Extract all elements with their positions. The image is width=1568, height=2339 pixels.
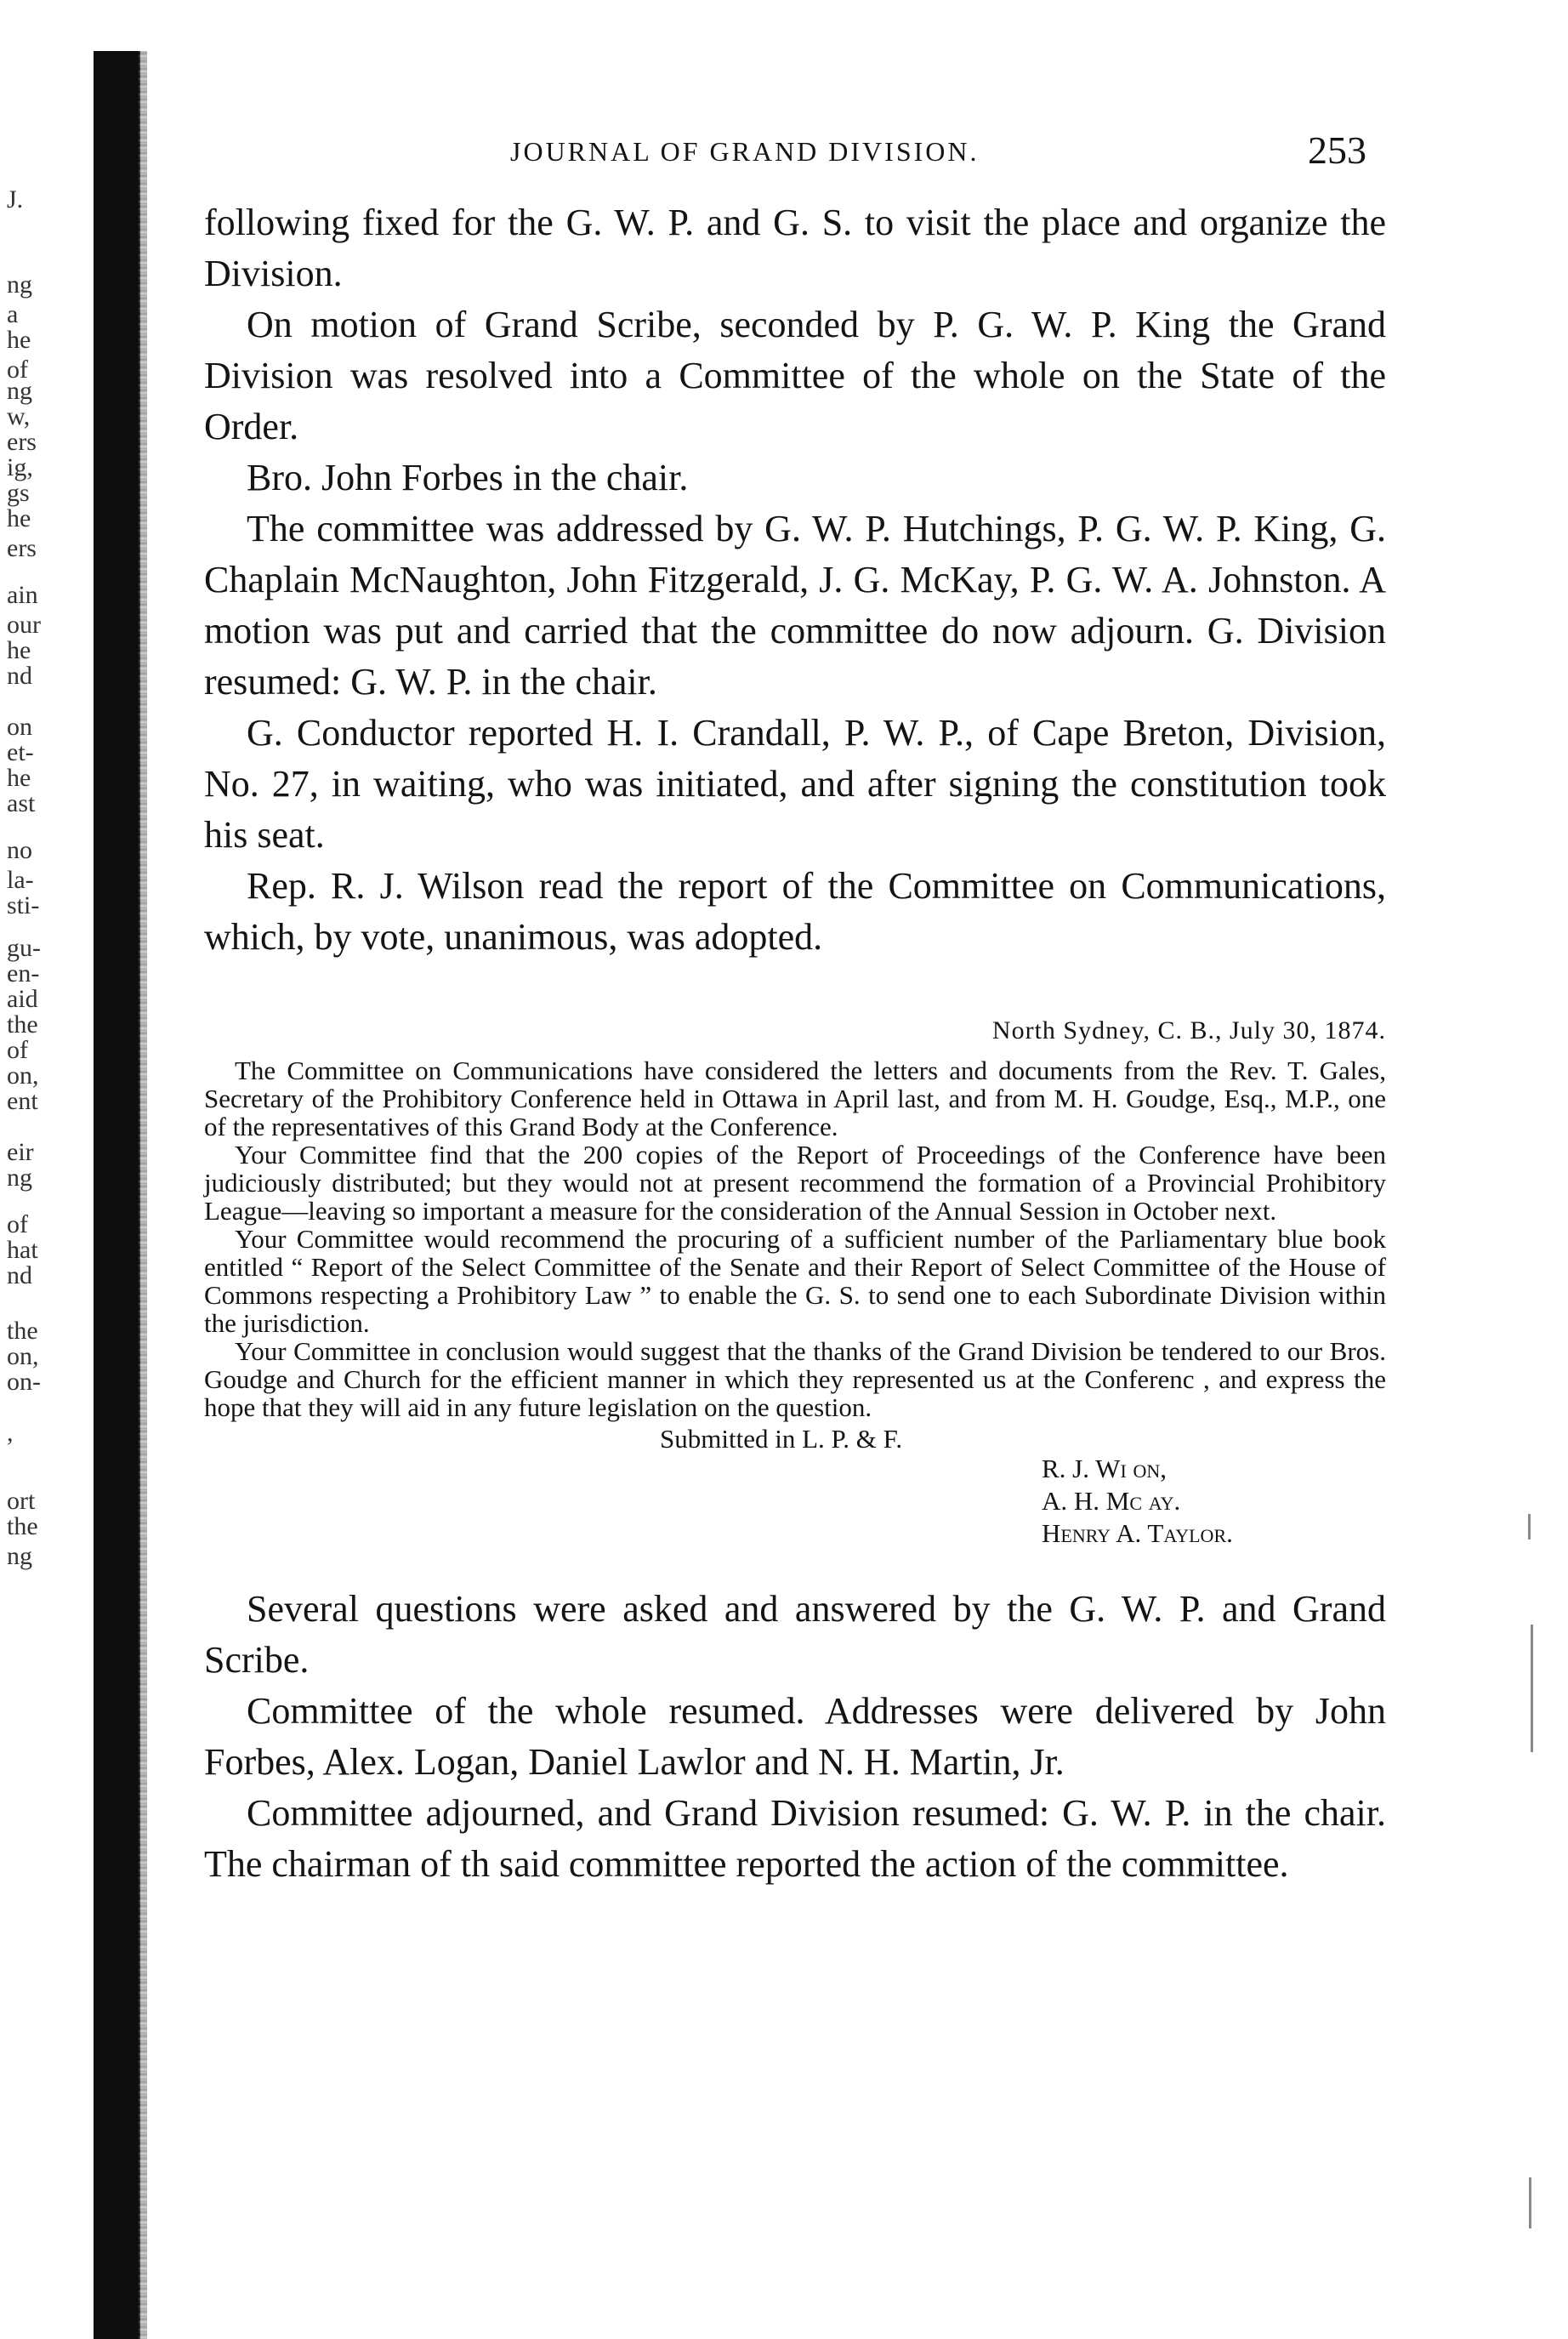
margin-fragment: en- — [7, 959, 40, 987]
signatory: R. J. Wi on, — [1042, 1454, 1167, 1483]
margin-fragment: he — [7, 636, 31, 664]
paragraph: Committee adjourned, and Grand Division resumed: G. W. P. in the chair. The chairman of th said committee reported the action of the committee. — [204, 1792, 1386, 1885]
signatory: A. H. Mc ay. — [1042, 1486, 1181, 1516]
report-paragraph: Your Committee would recommend the procuring of a sufficient number of the Parliamentary blue book entitled “ Report of the Select Committee of the Senate and their Report of Select Committee of the House of Commons respecting a Prohibitory Law ” to enable the G. S. to send one to each Subordinate Division within the jurisdiction. — [204, 1224, 1386, 1338]
edge-mark — [1531, 1625, 1533, 1752]
margin-fragment: our — [7, 611, 41, 639]
margin-fragment: ng — [7, 1542, 32, 1570]
margin-fragment: ort — [7, 1487, 36, 1515]
margin-fragment: of — [7, 1210, 28, 1238]
margin-fragment: nd — [7, 662, 32, 690]
margin-fragment: et- — [7, 738, 34, 766]
margin-fragment: eir — [7, 1138, 34, 1166]
margin-fragment: gs — [7, 479, 30, 507]
margin-fragment: ng — [7, 377, 32, 405]
margin-fragment: he — [7, 764, 31, 792]
binding-gutter — [94, 51, 140, 2339]
paragraph: Bro. John Forbes in the chair. — [247, 457, 689, 498]
margin-fragment: sti- — [7, 891, 40, 919]
margin-fragment: on — [7, 713, 32, 741]
margin-fragment: J. — [7, 185, 24, 213]
report-paragraph: Your Committee in conclusion would suggest that the thanks of the Grand Division be tendered to our Bros. Goudge and Church for the efficient manner in which they represented us at the Conferenc , and express the hope that they will aid in any future legislation on the question. — [204, 1336, 1386, 1422]
margin-fragment: ast — [7, 789, 36, 817]
margin-fragment: nd — [7, 1261, 32, 1289]
page-number: 253 — [1308, 128, 1366, 172]
edge-mark — [1529, 2177, 1531, 2228]
margin-fragment: aid — [7, 985, 38, 1013]
paragraph: Several questions were asked and answered by the G. W. P. and Grand Scribe. — [204, 1588, 1386, 1681]
margin-fragment: hat — [7, 1236, 38, 1264]
margin-fragment: ers — [7, 428, 37, 456]
margin-fragment: ain — [7, 581, 38, 609]
margin-fragment: the — [7, 1317, 38, 1345]
margin-fragment: the — [7, 1010, 38, 1039]
margin-fragment: ng — [7, 1164, 32, 1192]
margin-fragment: the — [7, 1512, 38, 1540]
signatory: Henry A. Taylor. — [1042, 1518, 1233, 1548]
margin-fragment: la- — [7, 866, 34, 894]
paragraph: The committee was addressed by G. W. P. Hutchings, P. G. W. P. King, G. Chaplain McNaughton, John Fitzgerald, J. G. McKay, P. G. W. A. Johnston. A motion was put and carried that the committee do now adjourn. G. Division resumed: G. W. P. in the chair. — [204, 508, 1386, 703]
margin-fragment: ent — [7, 1087, 38, 1115]
margin-fragment: , — [7, 1419, 14, 1447]
running-head: JOURNAL OF GRAND DIVISION. — [510, 136, 980, 167]
paragraph: Rep. R. J. Wilson read the report of the Committee on Communications, which, by vote, unanimous, was adopted. — [204, 865, 1386, 958]
margin-fragment: of — [7, 1036, 28, 1064]
margin-fragment: of — [7, 356, 28, 384]
committee-report — [204, 1014, 1386, 1550]
paragraph: G. Conductor reported H. I. Crandall, P. W. P., of Cape Breton, Division, No. 27, in waiting, who was initiated, and after signing the constitution took his seat. — [204, 712, 1386, 856]
margin-fragment: on, — [7, 1342, 39, 1370]
margin-fragment: ng — [7, 270, 32, 299]
report-paragraph: The Committee on Communications have considered the letters and documents from the Rev. T. Gales, Secretary of the Prohibitory Conference held in Ottawa in April last, and from M. H. Goudge, Esq., M.P., one of the representatives of this Grand Body at the Conference. — [204, 1056, 1386, 1141]
margin-fragment: he — [7, 326, 31, 354]
margin-fragment: a — [7, 300, 19, 328]
margin-fragment: on- — [7, 1368, 41, 1396]
margin-fragment: on, — [7, 1061, 39, 1090]
submitted-line: Submitted in L. P. & F. — [660, 1424, 903, 1454]
margin-fragment: w, — [7, 402, 31, 430]
margin-fragment: no — [7, 836, 32, 864]
margin-fragment: ers — [7, 534, 37, 562]
margin-fragment: ig, — [7, 453, 33, 481]
edge-mark — [1528, 1514, 1531, 1539]
paragraph: following fixed for the G. W. P. and G. S. to visit the place and organize the Division. — [204, 202, 1386, 294]
report-paragraph: Your Committee find that the 200 copies of the Report of Proceedings of the Conference have been judiciously distributed; but they would not at present recommend the formation of a Provincial Prohibitory League—leaving so important a measure for the consideration of the Annual Session in October next. — [204, 1140, 1386, 1226]
paragraph: On motion of Grand Scribe, seconded by P. G. W. P. King the Grand Division was resolved into a Committee of the whole on the State of the Order. — [204, 304, 1386, 447]
report-dateline: North Sydney, C. B., July 30, 1874. — [991, 1016, 1386, 1044]
main-text-column — [204, 197, 1386, 1890]
signatories — [1042, 1453, 1386, 1550]
margin-fragment: he — [7, 504, 31, 532]
paragraph: Committee of the whole resumed. Addresses were delivered by John Forbes, Alex. Logan, Daniel Lawlor and N. H. Martin, Jr. — [204, 1690, 1386, 1783]
margin-fragment: gu- — [7, 934, 41, 962]
